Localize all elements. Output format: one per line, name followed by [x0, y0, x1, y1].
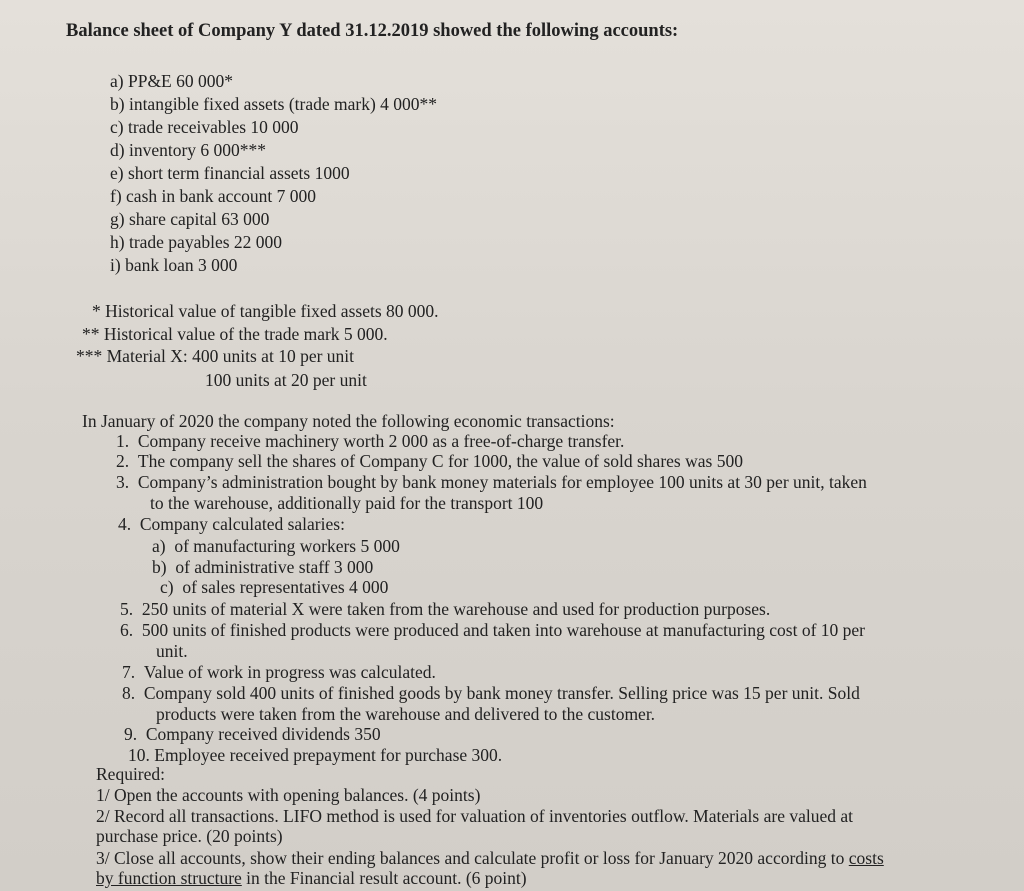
transaction-item: 3. Company’s administration bought by bank money materials for employee 100 units at 30 per unit, taken [116, 472, 867, 492]
footnote: 100 units at 20 per unit [205, 370, 367, 390]
transaction-item: 9. Company received dividends 350 [124, 724, 381, 744]
requirement-continuation: purchase price. (20 points) [96, 826, 283, 846]
transaction-item: 1. Company receive machinery worth 2 000 as a free-of-charge transfer. [116, 431, 625, 451]
account-item: c) trade receivables 10 000 [110, 117, 299, 137]
salary-item: b) of administrative staff 3 000 [152, 557, 374, 577]
account-item: d) inventory 6 000*** [110, 140, 267, 160]
transaction-item: 6. 500 units of finished products were produced and taken into warehouse at manufacturing cost of 10 per [120, 620, 865, 640]
page-title: Balance sheet of Company Y dated 31.12.2019 showed the following accounts: [66, 21, 679, 41]
footnote: ** Historical value of the trade mark 5 000. [82, 324, 388, 344]
transaction-item: 5. 250 units of material X were taken from the warehouse and used for production purposes. [120, 599, 771, 619]
salary-item: a) of manufacturing workers 5 000 [152, 536, 400, 556]
footnote: * Historical value of tangible fixed assets 80 000. [92, 301, 439, 321]
account-item: i) bank loan 3 000 [110, 255, 238, 275]
transaction-continuation: to the warehouse, additionally paid for the transport 100 [150, 493, 544, 513]
transaction-item: 8. Company sold 400 units of finished goods by bank money transfer. Selling price was 15 per unit. Sold [122, 683, 860, 703]
costs-by-function-underline: costs [848, 848, 884, 868]
account-item: b) intangible fixed assets (trade mark) 4 000** [110, 94, 438, 114]
transaction-continuation: products were taken from the warehouse and delivered to the customer. [156, 704, 656, 724]
transaction-item: 4. Company calculated salaries: [118, 514, 345, 534]
transaction-continuation: unit. [156, 641, 188, 661]
account-item: a) PP&E 60 000* [110, 71, 234, 91]
requirement-item: 1/ Open the accounts with opening balances. (4 points) [96, 785, 481, 805]
required-heading: Required: [96, 764, 166, 784]
transactions-intro: In January of 2020 the company noted the following economic transactions: [82, 411, 615, 431]
account-item: h) trade payables 22 000 [110, 232, 283, 252]
requirement-continuation: by function structure in the Financial result account. (6 point) [96, 868, 527, 888]
salary-item: c) of sales representatives 4 000 [160, 577, 389, 597]
account-item: f) cash in bank account 7 000 [110, 186, 317, 206]
transaction-item: 10. Employee received prepayment for purchase 300. [128, 745, 503, 765]
requirement-item: 2/ Record all transactions. LIFO method is used for valuation of inventories outflow. Materials are valued at [96, 806, 853, 826]
transaction-item: 2. The company sell the shares of Company C for 1000, the value of sold shares was 500 [116, 451, 743, 471]
footnote: *** Material X: 400 units at 10 per unit [76, 346, 355, 366]
requirement-item: 3/ Close all accounts, show their ending balances and calculate profit or loss for January 2020 according to costs [96, 848, 884, 868]
costs-by-function-underline: by function structure [96, 868, 242, 888]
account-item: g) share capital 63 000 [110, 209, 270, 229]
transaction-item: 7. Value of work in progress was calculated. [122, 662, 436, 682]
account-item: e) short term financial assets 1000 [110, 163, 350, 183]
